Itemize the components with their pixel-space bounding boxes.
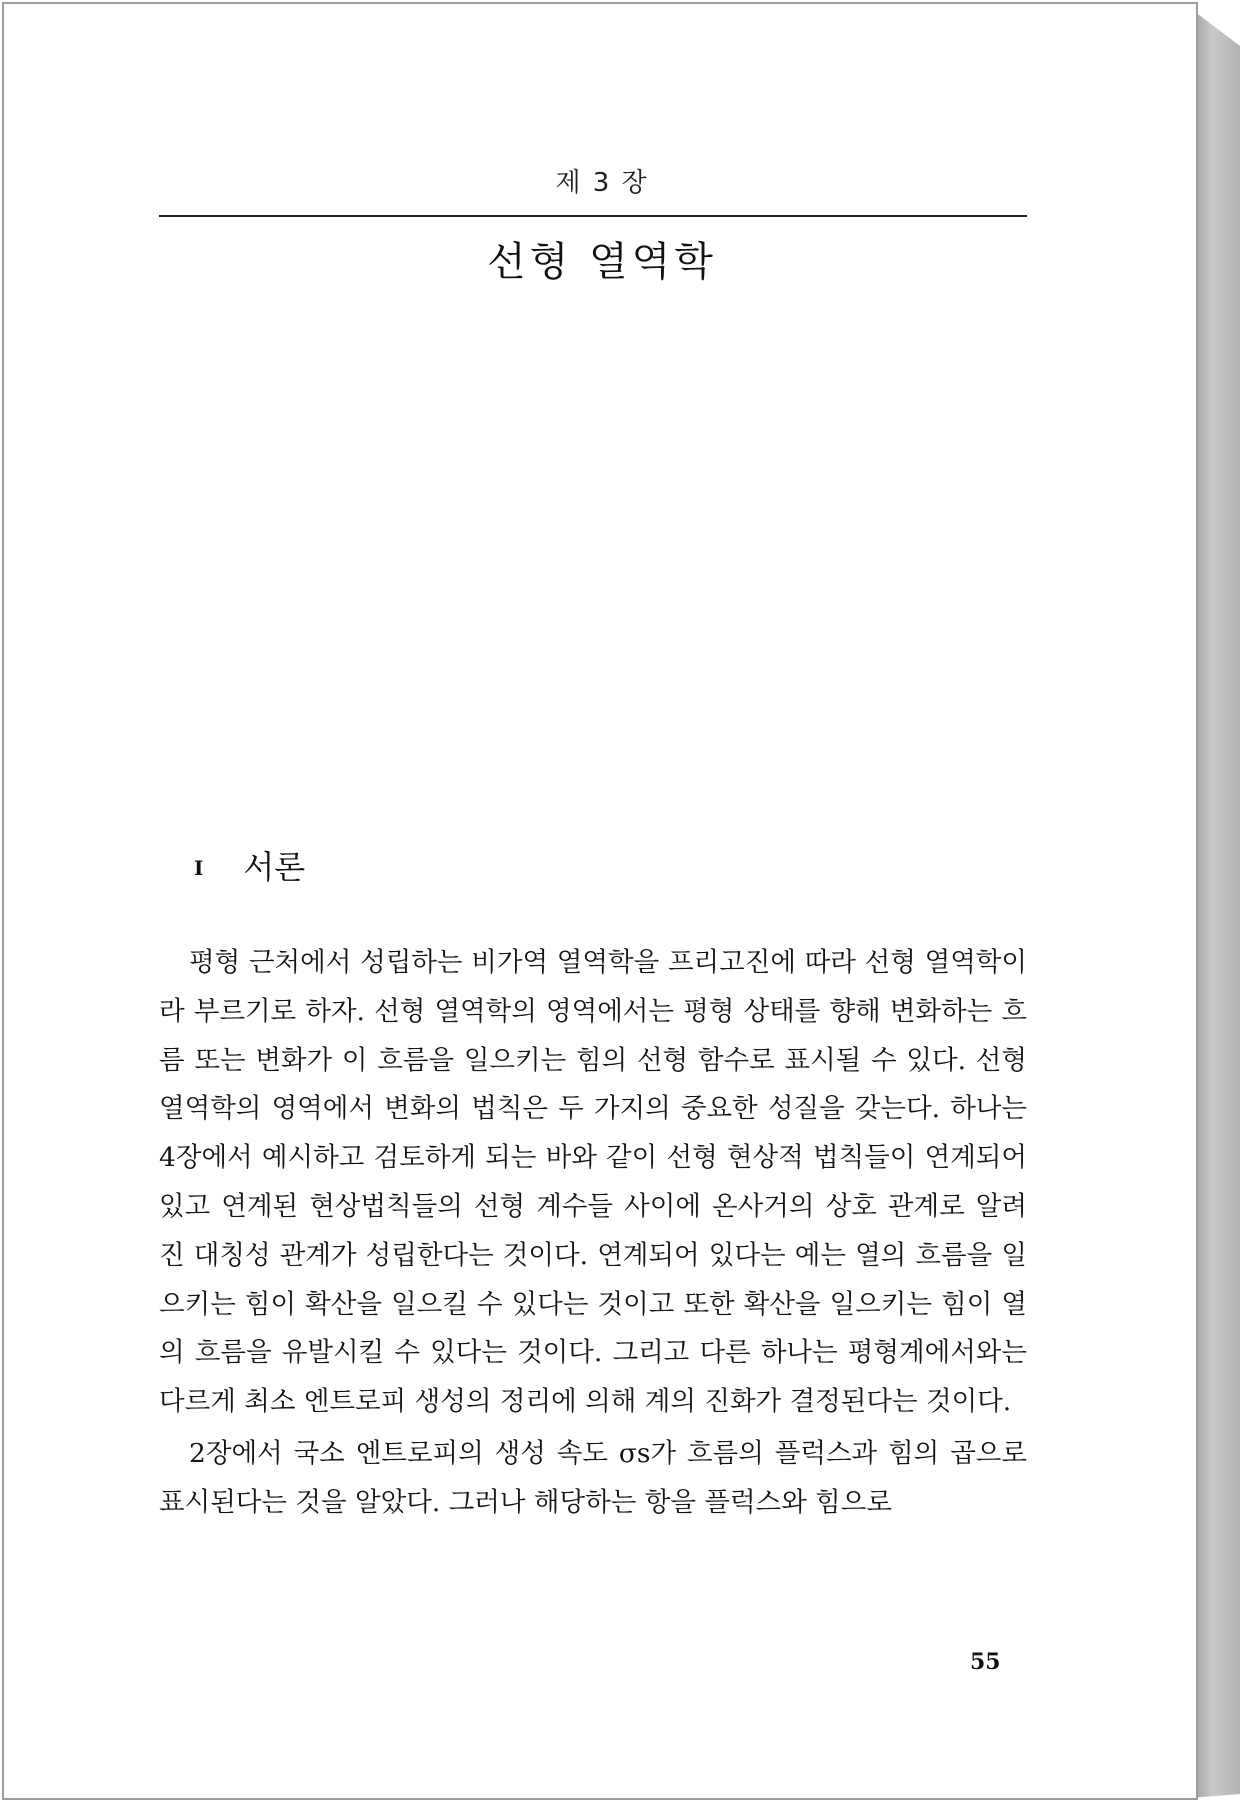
chapter-label: 제 3 장 xyxy=(555,168,649,198)
section-number: I xyxy=(194,856,204,880)
page-number: 55 xyxy=(970,1649,1001,1675)
chapter-rule xyxy=(159,215,1027,217)
section-title: 서론 xyxy=(243,848,306,886)
body-text xyxy=(159,939,1027,1528)
paragraph: 평형 근처에서 성립하는 비가역 열역학을 프리고진에 따라 선형 열역학이라 부르기로 하자. 선형 열역학의 영역에서는 평형 상태를 향해 변화하는 흐름 또는 변화가 이 흐름을 일으키는 힘의 선형 함수로 표시될 수 있다. 선형 열역학의 영역에서 변화의 법칙은 두 가지의 중요한 성질을 갖는다. 하나는 4장에서 예시하고 검토하게 되는 바와 같이 선형 현상적 법칙들이 연계되어 있고 연계된 현상법칙들의 선형 계수들 사이에 온사거의 상호 관계로 알려진 대칭성 관계가 성립한다는 것이다. 연계되어 있다는 예는 열의 흐름을 일으키는 힘이 확산을 일으킬 수 있다는 것이고 또한 확산을 일으키는 힘이 열의 흐름을 유발시킬 수 있다는 것이다. 그리고 다른 하나는 평형계에서와는 다르게 최소 엔트로피 생성의 정리에 의해 계의 진화가 결정된다는 것이다. xyxy=(159,947,1027,1418)
book-page xyxy=(2,2,1198,1800)
section-heading xyxy=(194,842,305,888)
chapter-title: 선형 열역학 xyxy=(487,239,717,285)
paragraph: 2장에서 국소 엔트로피의 생성 속도 σs가 흐름의 플럭스과 힘의 곱으로 표시된다는 것을 알았다. 그러나 해당하는 항을 플럭스와 힘으로 xyxy=(159,1437,1027,1518)
